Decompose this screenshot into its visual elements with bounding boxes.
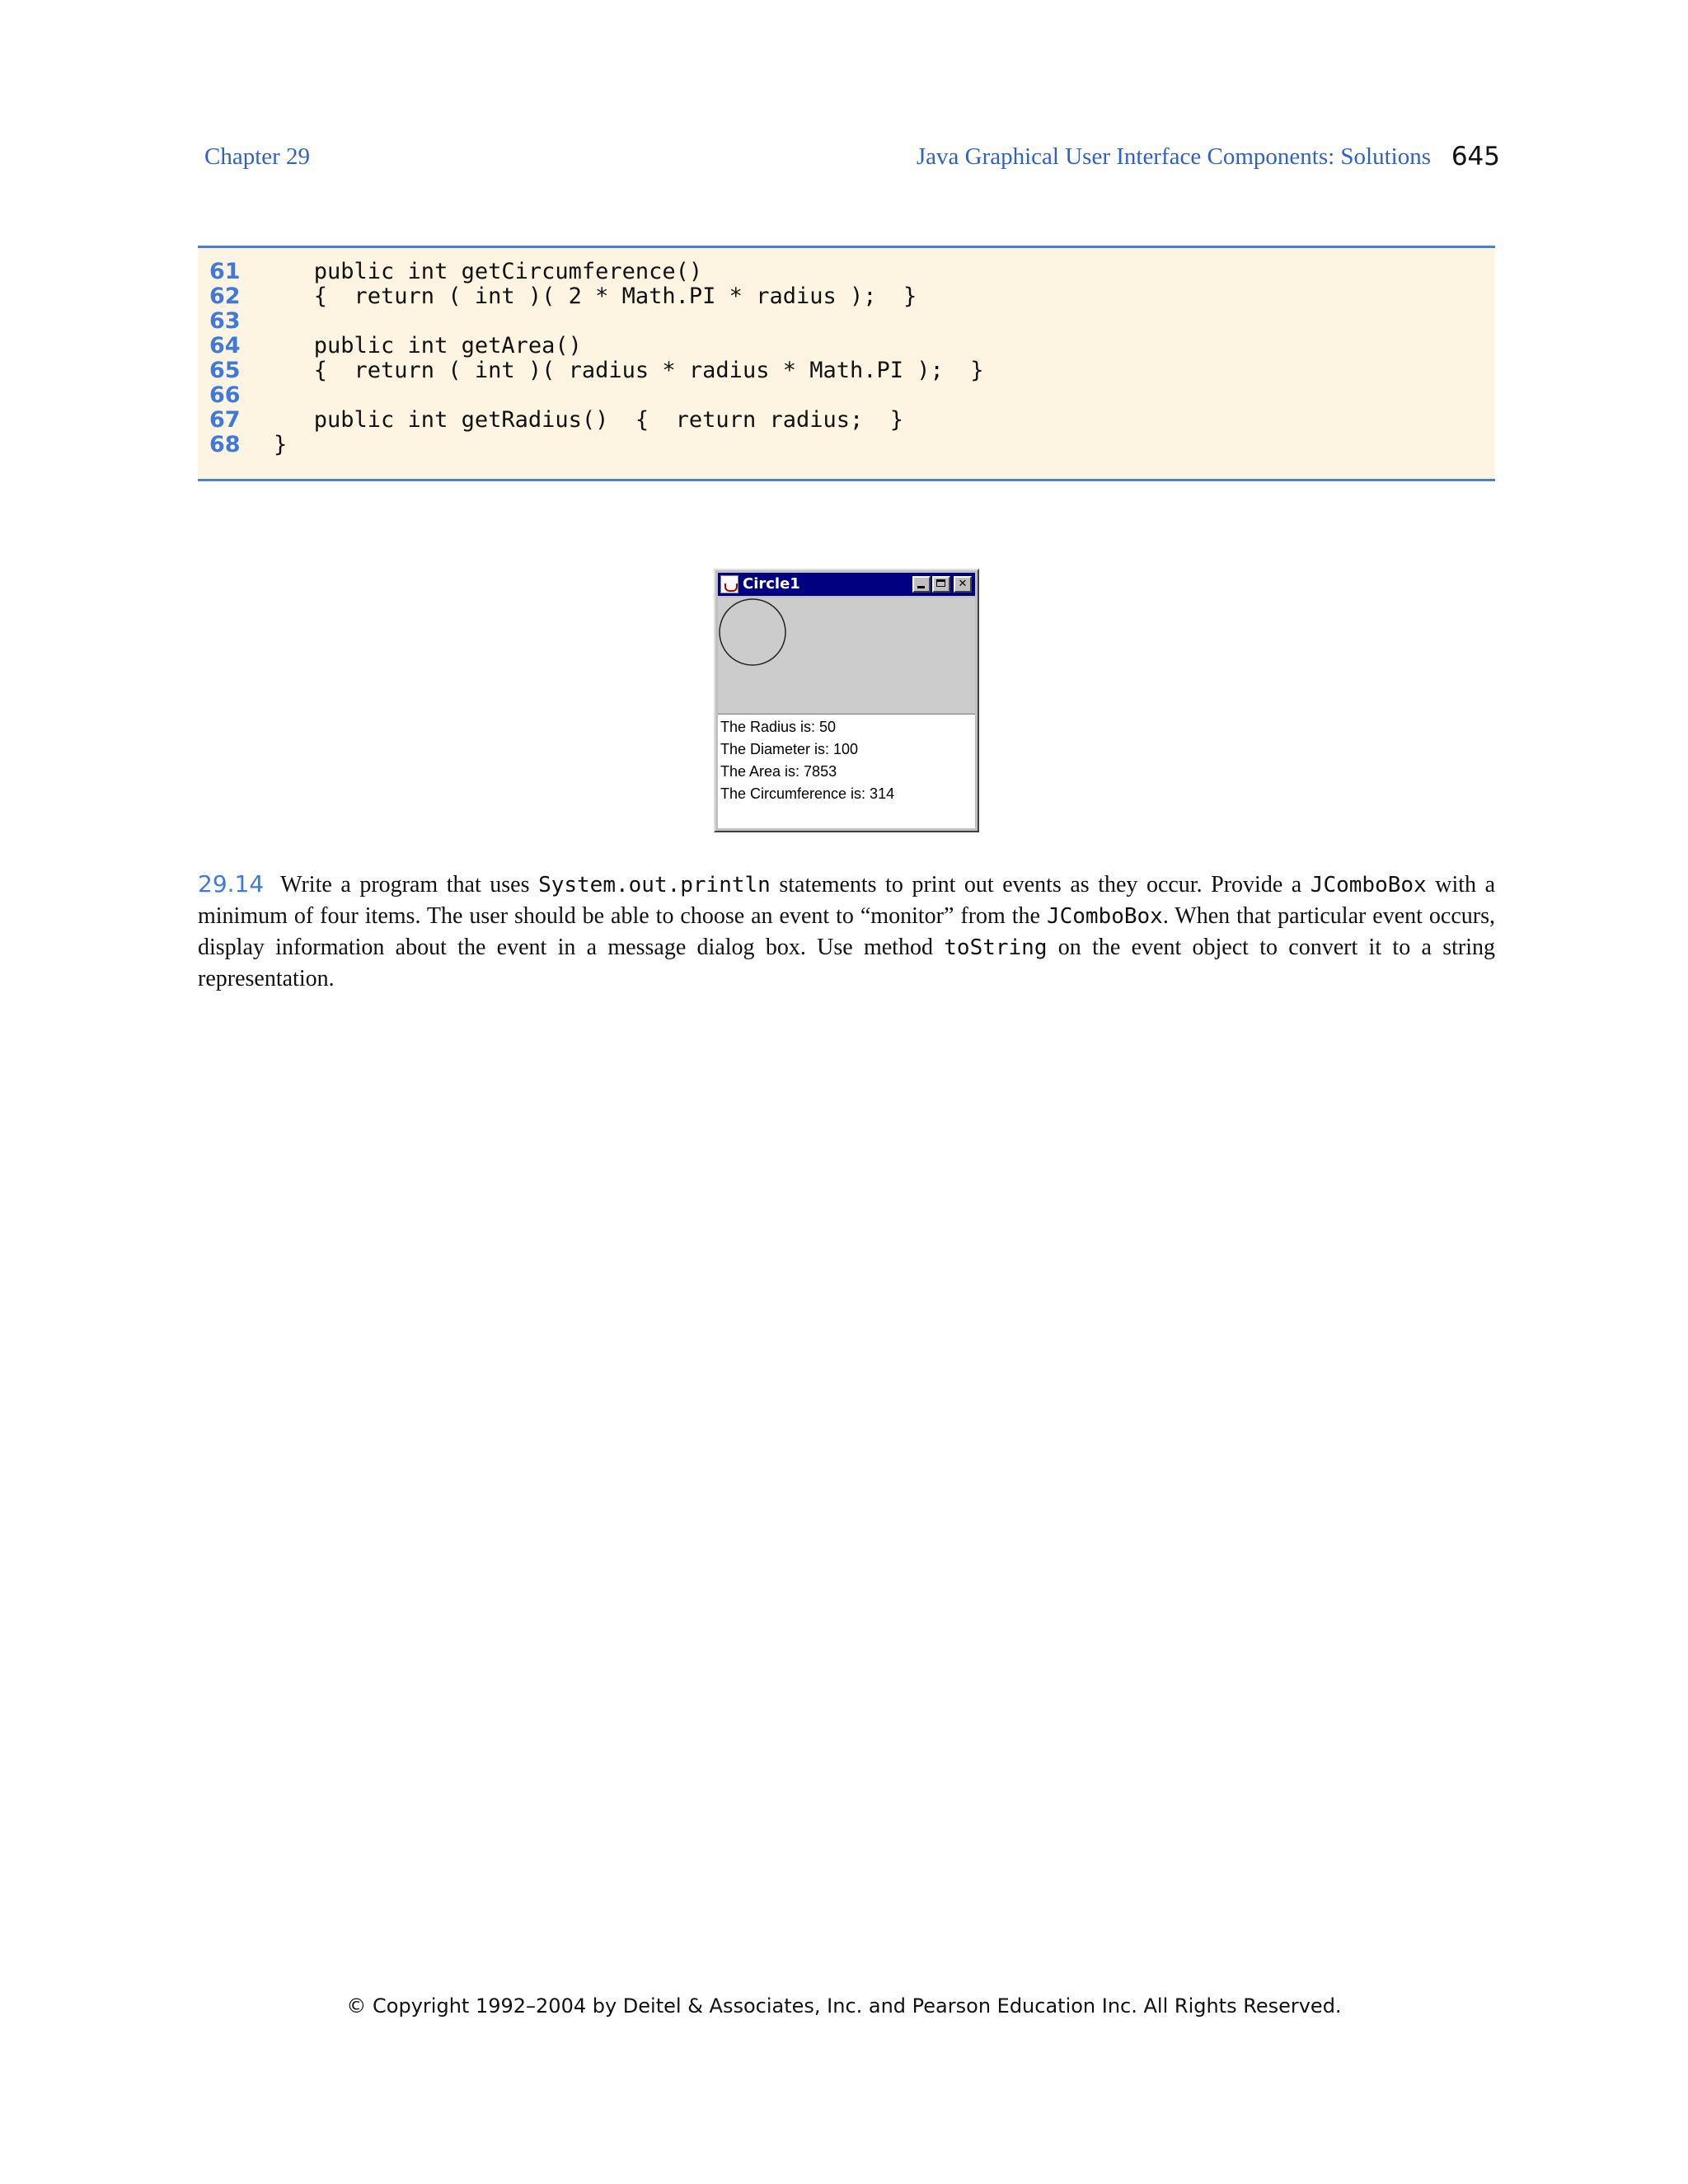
circle-shape	[720, 599, 785, 665]
output-line-area: The Area is: 7853	[720, 763, 837, 780]
line-number: 61	[209, 259, 241, 284]
header-chapter: Chapter 29	[204, 143, 311, 170]
line-number: 66	[209, 382, 241, 408]
circle-drawing	[718, 598, 977, 713]
code-text: public int getCircumference()	[274, 259, 703, 284]
code-term: JComboBox	[1310, 873, 1427, 898]
code-line	[198, 284, 1495, 309]
code-text: { return ( int )( radius * radius * Math.PI ); }	[274, 358, 984, 383]
line-number: 63	[209, 308, 241, 334]
code-text: { return ( int )( 2 * Math.PI * radius ); }	[274, 284, 917, 309]
code-listing	[198, 246, 1495, 481]
line-number: 65	[209, 358, 241, 383]
code-line	[198, 408, 1495, 433]
circle1-window	[714, 569, 979, 832]
code-text: public int getArea()	[274, 333, 582, 359]
line-number: 67	[209, 407, 241, 433]
output-line-radius: The Radius is: 50	[720, 719, 837, 735]
header-title: Java Graphical User Interface Components: Solutions	[916, 143, 1431, 170]
exercise-number: 29.14	[198, 870, 265, 898]
output-line-circumference: The Circumference is: 314	[720, 785, 895, 802]
exercise-text: . When that particular event occurs, display information about the event in a message dialog box. Use method	[198, 903, 1495, 960]
code-line	[198, 359, 1495, 383]
code-text: }	[274, 432, 288, 457]
minimize-button[interactable]	[912, 576, 931, 593]
java-coffee-icon[interactable]	[720, 575, 738, 593]
window-titlebar[interactable]	[718, 573, 975, 596]
code-text: public int getRadius() { return radius; }	[274, 407, 904, 433]
output-line-diameter: The Diameter is: 100	[720, 741, 859, 757]
window-title: Circle1	[743, 575, 800, 593]
maximize-button[interactable]	[932, 576, 950, 593]
code-line	[198, 260, 1495, 284]
copyright-footer: © Copyright 1992–2004 by Deitel & Associates, Inc. and Pearson Education Inc. All Rights Reserved.	[346, 1994, 1342, 2018]
page-number: 645	[1451, 142, 1500, 171]
line-number: 64	[209, 333, 241, 359]
code-term: System.out.println	[538, 873, 771, 898]
line-number: 68	[209, 432, 241, 457]
drawing-panel	[718, 598, 975, 713]
exercise-paragraph	[198, 869, 1495, 994]
exercise-text: with a minimum of four items. The user should be able to choose an event to “monitor” from the	[198, 872, 1496, 929]
line-number: 62	[209, 284, 241, 309]
code-line	[198, 383, 1495, 408]
code-line	[198, 433, 1495, 457]
exercise-text: on the event object to convert it to a string representation.	[198, 935, 1495, 991]
code-line	[198, 334, 1495, 359]
code-term: JComboBox	[1046, 904, 1163, 929]
code-term: toString	[944, 935, 1048, 960]
code-line	[198, 309, 1495, 334]
exercise-text: statements to print out events as they occur. Provide a	[770, 872, 1311, 898]
exercise-text: Write a program that uses	[280, 872, 539, 898]
close-button[interactable]	[954, 576, 972, 593]
output-text-area[interactable]	[718, 714, 975, 828]
